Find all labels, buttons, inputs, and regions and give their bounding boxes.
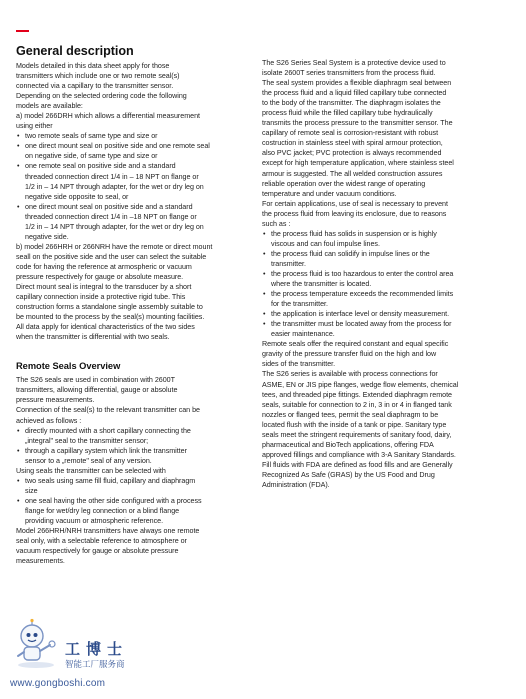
list-item-line: • the application is interface level or density measurement. [271, 310, 450, 319]
text-line: when the transmitter is differential with two seals. [16, 333, 170, 342]
seal-connections-description [262, 339, 512, 490]
list-item-line: flange for wet/dry leg connection or a blind flange [25, 506, 180, 515]
text-line: located flush with the inside of a tank or pipe. Sanitary type [262, 420, 447, 429]
text-line: pharmaceutical and BioTech applications, offering FDA [262, 440, 434, 449]
text-line: temperature and under vacuum conditions. [262, 189, 397, 198]
list-item-line: for the transmitter. [271, 300, 328, 309]
list-item [262, 289, 512, 309]
text-line: ASME, EN or JIS pipe flanges, wedge flow elements, chemical [262, 380, 459, 389]
list-item [16, 161, 249, 201]
list-item [16, 131, 249, 141]
text-line: except for high temperature application, where stainless steel [262, 159, 454, 168]
text-line: transmitters which include one or two remote seal(s) [16, 72, 180, 81]
text-line: measurements. [16, 557, 65, 566]
text-line: the process fluid from leaving its enclosure, due to reasons [262, 209, 447, 218]
text-line: Recognized As Safe (GRAS) by the US Food and Drug [262, 470, 435, 479]
text-line: reliable operation over the widest range of operating [262, 179, 426, 188]
list-item-line: • the process temperature exceeds the recommended limits [271, 290, 454, 299]
connection-options [16, 426, 249, 466]
text-line: The seal system provides a flexible diaphragm seal between [262, 79, 452, 88]
text-line: armour is suggested. The all welded construction assures [262, 169, 443, 178]
text-line: construction forms a standalone single assembly suitable to [16, 303, 203, 312]
list-item [262, 319, 512, 339]
text-line: approved fillings and compliance with 3-A Sanitary Standards. [262, 450, 456, 459]
watermark-url: www.gongboshi.com [10, 678, 106, 689]
model-266hrh-description [16, 242, 249, 342]
list-item-line: size [25, 486, 38, 495]
right-column [262, 58, 512, 490]
list-item-line: • one seal having the other side configured with a process [25, 496, 202, 505]
list-item [16, 476, 249, 496]
list-item-line: • directly mounted with a short capillary connecting the [25, 426, 191, 435]
text-line: costruction in stainless steel with spiral armour protection, [262, 139, 443, 148]
list-item [262, 249, 512, 269]
text-line: For certain applications, use of seal is necessary to prevent [262, 199, 448, 208]
robot-mascot-icon [10, 618, 62, 670]
text-line: transmits the process pressure to the transmitter sensor. The [262, 119, 453, 128]
text-line: Remote seals offer the required constant and equal specific [262, 340, 449, 349]
text-line: code for having the reference at armospheric or vacuum [16, 262, 192, 271]
list-item [262, 229, 512, 249]
remote-closing [16, 526, 249, 566]
text-line: pressure measurements. [16, 396, 95, 405]
text-line: Fill fluids with FDA are defined as food fills and are Generally [262, 460, 453, 469]
text-line: Administration (FDA). [262, 480, 330, 489]
text-line: isolate 2600T series transmitters from the process fluid. [262, 69, 436, 78]
text-line: Depending on the selected ordering code the following [16, 92, 187, 101]
text-line: seals, suitable for connection to 2 in, 3 in or 4 in flanged tank [262, 400, 452, 409]
text-line: Connection of the seal(s) to the relevant transmitter can be [16, 406, 200, 415]
list-item [16, 496, 249, 526]
text-line: process fluid while the filled capillary tube hydraulically [262, 109, 433, 118]
text-line: capillary of remote seal is corrosion-resistant with robust [262, 129, 439, 138]
list-item-line: negative side opposite to seal, or [25, 192, 129, 201]
list-item [262, 309, 512, 319]
text-line: The S26 Series Seal System is a protective device used to [262, 59, 446, 67]
general-intro [16, 61, 249, 131]
text-line: achieved as follows : [16, 416, 82, 425]
text-line: also PVC jacket; PVC protection is always recommended [262, 149, 442, 158]
text-line: using either [16, 122, 53, 131]
text-line: Model 266HRH/NRH transmitters have always one remote [16, 527, 200, 536]
seal-system-description [262, 58, 512, 229]
list-item-line: providing vacuum or atmospheric reference. [25, 516, 164, 525]
text-line: nozzles or flanged tees, permit the seal diaphragm to be [262, 410, 439, 419]
list-item-line: easier maintenance. [271, 330, 335, 339]
list-item-line: • through a capillary system which link the transmitter [25, 446, 187, 455]
list-item-line: • one direct mount seal on positive side and a standard [25, 202, 193, 211]
text-line: b) model 266HRH or 266NRH have the remote or direct mount [16, 242, 213, 251]
remote-selection [16, 466, 249, 476]
text-line: Using seals the transmitter can be selected with [16, 466, 166, 475]
list-item-line: negative side. [25, 232, 69, 241]
list-item-line: • the process fluid has solids in suspension or is highly [271, 229, 437, 238]
list-item-line: viscous and can foul impulse lines. [271, 239, 380, 248]
text-line: tees, and threaded pipe fittings. Extended diaphragm remote [262, 390, 452, 399]
text-line: models are available: [16, 102, 83, 111]
watermark-name: 工博士 [65, 640, 129, 658]
list-item-line: 1/2 in – 14 NPT through adapter, for the wet or dry leg on [25, 182, 204, 191]
model-266drh-options [16, 131, 249, 242]
seal-configurations [16, 476, 249, 526]
text-line: The S26 seals are used in combination with 2600T [16, 376, 175, 385]
list-item-line: • two seals using same fill fluid, capillary and diaphragm [25, 476, 196, 485]
list-item [16, 202, 249, 242]
left-column [16, 44, 249, 566]
text-line: vacuum respectively for gauge or absolute pressure [16, 547, 179, 556]
text-line: sides of the transmitter. [262, 360, 336, 369]
text-line: the process fluid and a liquid filled capillary tube connected [262, 89, 447, 98]
text-line: gravity of the pressure transfer fluid on the high and low [262, 350, 437, 359]
text-line: a) model 266DRH which allows a differential measurement [16, 112, 200, 121]
text-line: connected via a capillary to the transmitter sensor. [16, 82, 174, 91]
remote-seals-overview-heading: Remote Seals Overview [16, 361, 121, 372]
list-item-line: • the transmitter must be located away from the process for [271, 320, 452, 329]
text-line: seal only, with a selectable reference to atmosphere or [16, 537, 187, 546]
text-line: pressure respectively for gauge or absolute measure. [16, 272, 184, 281]
text-line: to the body of the transmitter. The diaphragm isolates the [262, 99, 441, 108]
list-item-line: threaded connection direct 1/4 in –18 NPT on flange or [25, 212, 197, 221]
text-line: Models detailed in this data sheet apply for those [16, 62, 170, 70]
text-line: transmitters, allowing differential, gauge or absolute [16, 386, 178, 395]
list-item [16, 426, 249, 446]
list-item-line: „integral" seal to the transmitter sensor; [25, 436, 149, 445]
watermark [10, 618, 240, 696]
list-item-line: where the transmitter is located. [271, 280, 372, 289]
seal-reasons-list [262, 229, 512, 340]
text-line: All data apply for identical characteristics of the two sides [16, 323, 195, 332]
list-item [262, 269, 512, 289]
text-line: be mounted to the process by the seal(s) mounting facilities. [16, 313, 205, 322]
list-item-line: on negative side, of same type and size or [25, 152, 158, 161]
text-line: Direct mount seal is integral to the transducer by a short [16, 283, 192, 292]
text-line: capillary connection inside a protective rigid tube. This [16, 293, 186, 302]
general-description-heading: General description [16, 44, 134, 58]
watermark-tagline: 智能工厂服务商 [65, 660, 125, 670]
list-item-line: transmitter. [271, 259, 306, 268]
list-item-line: • one remote seal on positive side and a standard [25, 162, 176, 171]
list-item [16, 446, 249, 466]
accent-bar [16, 30, 29, 32]
list-item-line: 1/2 in – 14 NPT through adapter, for the wet or dry leg on [25, 222, 204, 231]
text-line: The S26 series is available with process connections for [262, 370, 438, 379]
list-item [16, 141, 249, 161]
text-line: such as : [262, 219, 291, 228]
text-line: seals meet the stringent requirements of sanitary food, dairy, [262, 430, 452, 439]
list-item-line: • the process fluid can solidify in impulse lines or the [271, 249, 430, 258]
text-line: seall on the positive side and the user can select the suitable [16, 252, 207, 261]
list-item-line: • two remote seals of same type and size or [25, 132, 158, 141]
list-item-line: sensor to a „remote" seal of any version. [25, 456, 152, 465]
list-item-line: threaded connection direct 1/4 in – 18 NPT on flange or [25, 172, 199, 181]
remote-intro [16, 375, 249, 425]
list-item-line: • one direct mount seal on positive side and one remote seal [25, 142, 210, 151]
list-item-line: • the process fluid is too hazardous to enter the control area [271, 269, 454, 278]
